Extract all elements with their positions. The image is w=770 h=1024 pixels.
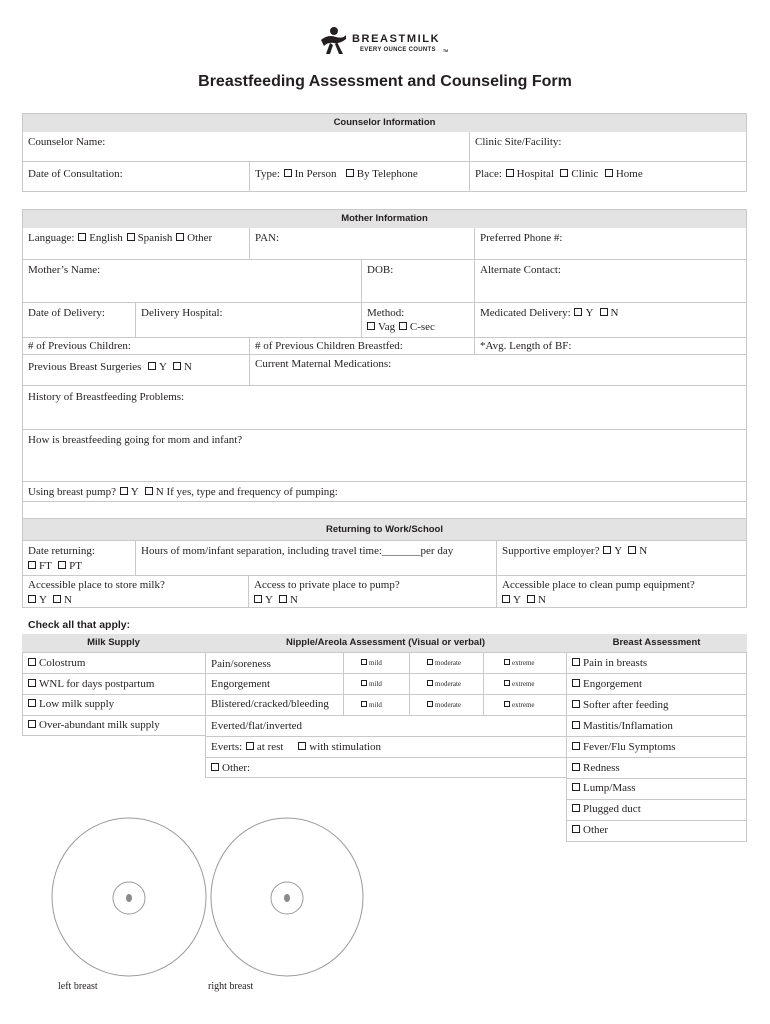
bf-history-field[interactable]: History of Breastfeeding Problems: [28,391,185,403]
preferred-phone-field[interactable]: Preferred Phone #: [480,232,563,244]
store-milk-label: Accessible place to store milk? [28,579,165,591]
fever-flu-option[interactable]: Fever/Flu Symptoms [571,741,676,754]
left-breast-diagram-icon[interactable] [50,816,210,978]
delivery-hospital-field[interactable]: Delivery Hospital: [141,307,223,319]
home-checkbox[interactable] [605,169,613,177]
employer-no-checkbox[interactable] [628,546,636,554]
private-pump-no-checkbox[interactable] [279,595,287,603]
pump-detail-field[interactable]: If yes, type and frequency of pumping: [166,486,338,498]
softer-after-feeding-checkbox[interactable] [572,700,580,708]
mastitis-option[interactable]: Mastitis/Inflamation [571,720,673,733]
pain-moderate-option[interactable]: moderate [427,659,461,668]
plugged-duct-option[interactable]: Plugged duct [571,803,641,816]
blistered-moderate-option[interactable]: moderate [427,701,461,710]
pain-in-breasts-option[interactable]: Pain in breasts [571,657,647,670]
private-pump-yes-checkbox[interactable] [254,595,262,603]
lump-mass-option[interactable]: Lump/Mass [571,782,636,795]
employer-yes-checkbox[interactable] [603,546,611,554]
left-breast-label: left breast [58,981,98,992]
work-header: Returning to Work/School [23,519,746,540]
surgeries-no-checkbox[interactable] [173,362,181,370]
right-breast-label: right breast [208,981,254,992]
previous-surgeries-group: Previous Breast Surgeries Y N [28,361,192,373]
hospital-checkbox[interactable] [506,169,514,177]
softer-after-feeding-option[interactable]: Softer after feeding [571,699,669,712]
counselor-name-field[interactable]: Counselor Name: [28,136,106,148]
medicated-yes-checkbox[interactable] [574,308,582,316]
pan-field[interactable]: PAN: [255,232,280,244]
previous-children-field[interactable]: # of Previous Children: [28,340,131,352]
colostrum-option[interactable]: Colostrum [27,657,85,670]
fever-flu-checkbox[interactable] [572,742,580,750]
right-breast-diagram-icon[interactable] [210,816,370,978]
logo-tm: TM [443,49,449,53]
logo-tagline: EVERY OUNCE COUNTS [360,47,436,53]
breast-pump-group: Using breast pump? Y N If yes, type and frequency of pumping: [28,486,338,498]
medicated-no-checkbox[interactable] [600,308,608,316]
surgeries-yes-checkbox[interactable] [148,362,156,370]
clean-equipment-no-checkbox[interactable] [527,595,535,603]
store-milk-group: Y N [27,594,72,607]
logo [318,26,458,58]
by-telephone-checkbox[interactable] [346,169,354,177]
check-all-label: Check all that apply: [28,619,131,631]
everted-flat-inverted-label: Everted/flat/inverted [211,720,303,732]
everts-group: Everts: at rest with stimulation [211,741,382,753]
medicated-delivery-group: Medicated Delivery: Y N [480,307,619,319]
nipple-other-option[interactable]: Other: [210,762,250,775]
mastitis-checkbox[interactable] [572,721,580,729]
logo-brand: BREASTMILK [352,33,441,45]
language-group: Language: English Spanish Other [28,232,213,244]
in-person-checkbox[interactable] [284,169,292,177]
engorgement-moderate-option[interactable]: moderate [427,680,461,689]
clinic-site-field[interactable]: Clinic Site/Facility: [475,136,562,148]
over-abundant-checkbox[interactable] [28,720,36,728]
consult-type-group: Type: In Person By Telephone [255,168,418,180]
separation-hours-field[interactable]: Hours of mom/infant separation, including travel time:_______per day [141,545,454,557]
pain-extreme-option[interactable]: extreme [504,659,535,668]
blistered-label: Blistered/cracked/bleeding [211,698,329,710]
csec-checkbox[interactable] [399,322,407,330]
store-milk-yes-checkbox[interactable] [28,595,36,603]
plugged-duct-checkbox[interactable] [572,804,580,812]
avg-bf-length-field[interactable]: *Avg. Length of BF: [480,340,572,352]
store-milk-no-checkbox[interactable] [53,595,61,603]
low-supply-checkbox[interactable] [28,699,36,707]
ft-checkbox[interactable] [28,561,36,569]
redness-checkbox[interactable] [572,763,580,771]
nipple-other-checkbox[interactable] [211,763,219,771]
breast-engorgement-option[interactable]: Engorgement [571,678,642,691]
pain-mild-option[interactable]: mild [361,659,382,668]
maternal-medications-field[interactable]: Current Maternal Medications: [255,358,392,370]
over-abundant-option[interactable]: Over-abundant milk supply [27,719,160,732]
pump-no-checkbox[interactable] [145,487,153,495]
breast-engorgement-checkbox[interactable] [572,679,580,687]
breast-other-option[interactable]: Other [571,824,608,837]
vag-checkbox[interactable] [367,322,375,330]
mother-name-field[interactable]: Mother’s Name: [28,264,101,276]
engorgement-extreme-option[interactable]: extreme [504,680,535,689]
clean-equipment-group: Y N [501,594,546,607]
dob-field[interactable]: DOB: [367,264,394,276]
pain-in-breasts-checkbox[interactable] [572,658,580,666]
date-returning-field[interactable]: Date returning: [28,545,95,557]
bf-progress-field[interactable]: How is breastfeeding going for mom and infant? [28,434,243,446]
consultation-date-field[interactable]: Date of Consultation: [28,168,123,180]
milk-supply-header: Milk Supply [22,634,205,652]
nipple-assessment-header: Nipple/Areola Assessment (Visual or verbal) [205,634,566,652]
ft-pt-group: FT PT [27,560,82,573]
blistered-extreme-option[interactable]: extreme [504,701,535,710]
wnl-checkbox[interactable] [28,679,36,687]
mother-header: Mother Information [23,210,746,228]
delivery-method-group: Vag C-sec [366,321,435,334]
previous-breastfed-field[interactable]: # of Previous Children Breastfed: [255,340,403,352]
spanish-checkbox[interactable] [127,233,135,241]
counselor-header: Counselor Information [23,114,746,132]
breast-other-checkbox[interactable] [572,825,580,833]
blistered-mild-option[interactable]: mild [361,701,382,710]
engorgement-label: Engorgement [211,678,271,690]
other-language-checkbox[interactable] [176,233,184,241]
low-supply-option[interactable]: Low milk supply [27,698,114,711]
page-title: Breastfeeding Assessment and Counseling Form [198,73,572,90]
breast-assessment-header: Breast Assessment [566,634,747,652]
engorgement-mild-option[interactable]: mild [361,680,382,689]
alternate-contact-field[interactable]: Alternate Contact: [480,264,561,276]
delivery-date-field[interactable]: Date of Delivery: [28,307,105,319]
delivery-method-label: Method: [367,307,405,319]
pt-checkbox[interactable] [58,561,66,569]
lump-mass-checkbox[interactable] [572,783,580,791]
supportive-employer-group: Supportive employer? Y N [502,545,648,557]
clean-equipment-label: Accessible place to clean pump equipment? [502,579,695,591]
private-pump-group: Y N [253,594,298,607]
consult-place-group: Place: Hospital Clinic Home [475,168,643,180]
clean-equipment-yes-checkbox[interactable] [502,595,510,603]
mother-baby-logo-icon [318,26,348,56]
clinic-checkbox[interactable] [560,169,568,177]
pump-yes-checkbox[interactable] [120,487,128,495]
english-checkbox[interactable] [78,233,86,241]
private-pump-label: Access to private place to pump? [254,579,400,591]
redness-option[interactable]: Redness [571,762,620,775]
with-stimulation-checkbox[interactable] [298,742,306,750]
colostrum-checkbox[interactable] [28,658,36,666]
wnl-option[interactable]: WNL for days postpartum [27,678,154,691]
pain-soreness-label: Pain/soreness [211,658,271,670]
at-rest-checkbox[interactable] [246,742,254,750]
